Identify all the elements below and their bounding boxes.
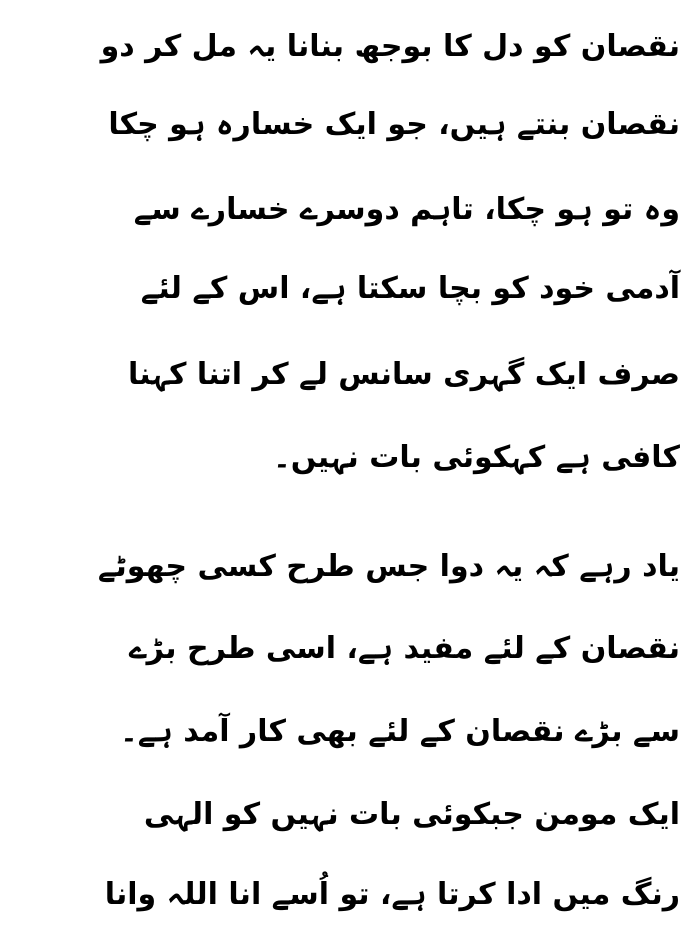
text-line: رنگ میں ادا کرتا ہے، تو اُسے انا اللہ وانا <box>104 877 680 912</box>
text-line: کافی ہے کہکوئی بات نہیں۔ <box>273 440 680 475</box>
text-line: وہ تو ہو چکا، تاہم دوسرے خسارے سے <box>133 192 680 227</box>
text-line: سے بڑے نقصان کے لئے بھی کار آمد ہے۔ <box>120 714 680 749</box>
text-line: ایک مومن جبکوئی بات نہیں کو الہی <box>143 797 680 832</box>
text-line: نقصان بنتے ہیں، جو ایک خسارہ ہو چکا <box>108 107 680 142</box>
text-line: آدمی خود کو بچا سکتا ہے، اس کے لئے <box>140 271 680 306</box>
text-line: یاد رہے کہ یہ دوا جس طرح کسی چھوٹے <box>97 549 680 584</box>
text-line: نقصان کے لئے مفید ہے، اسی طرح بڑے <box>129 631 680 666</box>
text-line: صرف ایک گہری سانس لے کر اتنا کہنا <box>127 357 680 392</box>
text-line: نقصان کو دل کا بوجھ بنانا یہ مل کر دو <box>100 29 680 64</box>
